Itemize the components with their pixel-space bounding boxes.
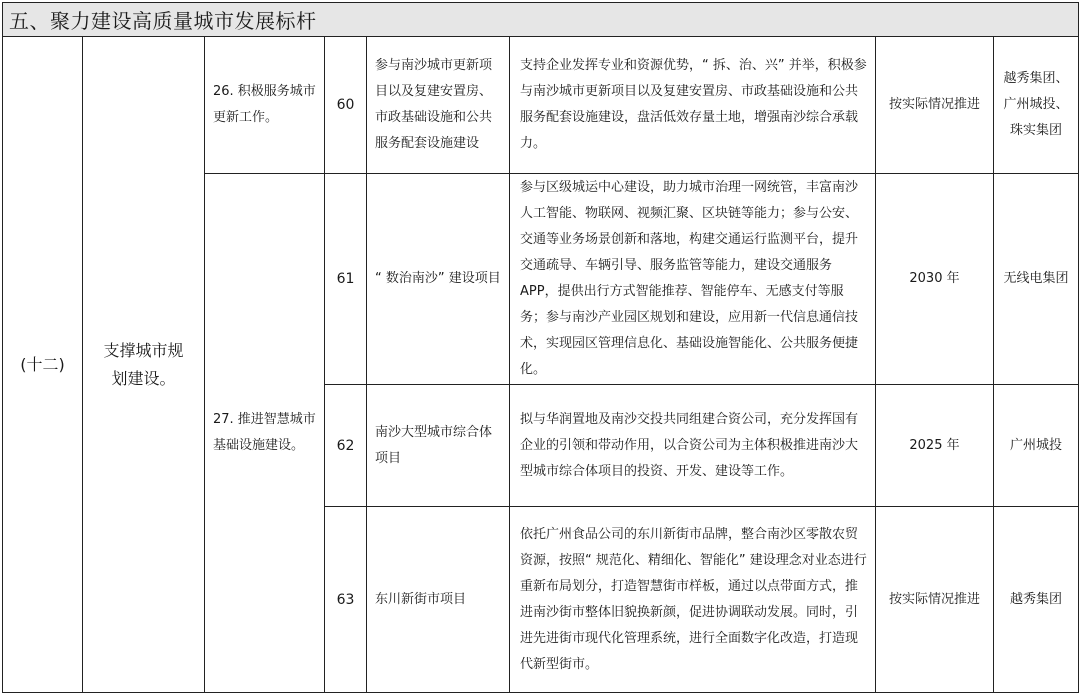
project-name: “ 数治南沙” 建设项目	[367, 174, 510, 385]
section-title: 五、聚力建设高质量城市发展标杆	[3, 3, 1079, 37]
project-name: 参与南沙城市更新项目以及复建安置房、市政基础设施和公共服务配套设施建设	[367, 37, 510, 174]
project-deadline: 2030 年	[876, 174, 994, 385]
project-number: 63	[325, 507, 367, 693]
project-deadline: 按实际情况推进	[876, 507, 994, 693]
project-content: 参与区级城运中心建设，助力城市治理一网统管，丰富南沙人工智能、物联网、视频汇聚、区块链等能力；参与公安、交通等业务场景创新和落地，构建交通运行监测平台，提升交通疏导、车辆引导、服务监管等能力，建设交通服务 APP，提供出行方式智能推荐、智能停车、无感支付等服务；参与南沙产业园区规划和建设，应用新一代信息通信技术，实现园区管理信息化、基础设施智能化、公共服务便捷化。	[510, 174, 876, 385]
table-row	[3, 37, 1079, 174]
project-number: 62	[325, 385, 367, 507]
project-number: 61	[325, 174, 367, 385]
section-header-row	[3, 3, 1079, 37]
project-owner: 越秀集团	[994, 507, 1079, 693]
project-content: 支持企业发挥专业和资源优势，“ 拆、治、兴” 并举，积极参与南沙城市更新项目以及复建安置房、市政基础设施和公共服务配套设施建设，盘活低效存量土地，增强南沙综合承载力。	[510, 37, 876, 174]
project-owner: 无线电集团	[994, 174, 1079, 385]
project-content: 拟与华润置地及南沙交投共同组建合资公司，充分发挥国有企业的引领和带动作用，以合资公司为主体积极推进南沙大型城市综合体项目的投资、开发、建设等工作。	[510, 385, 876, 507]
project-deadline: 按实际情况推进	[876, 37, 994, 174]
project-owner: 广州城投	[994, 385, 1079, 507]
project-name: 南沙大型城市综合体项目	[367, 385, 510, 507]
project-owner: 越秀集团、广州城投、珠实集团	[994, 37, 1079, 174]
project-table	[2, 2, 1079, 693]
project-deadline: 2025 年	[876, 385, 994, 507]
task-label: 26. 积极服务城市更新工作。	[205, 37, 325, 174]
project-name: 东川新街市项目	[367, 507, 510, 693]
project-number: 60	[325, 37, 367, 174]
category-name: 支撑城市规划建设。	[83, 37, 205, 693]
task-label: 27. 推进智慧城市基础设施建设。	[205, 174, 325, 693]
category-index: (十二)	[3, 37, 83, 693]
project-content: 依托广州食品公司的东川新街市品牌，整合南沙区零散农贸资源，按照“ 规范化、精细化、智能化” 建设理念对业态进行重新布局划分，打造智慧街市样板，通过以点带面方式，推进南沙街市整体旧貌换新颜，促进协调联动发展。同时，引进先进街市现代化管理系统，进行全面数字化改造，打造现代新型街市。	[510, 507, 876, 693]
